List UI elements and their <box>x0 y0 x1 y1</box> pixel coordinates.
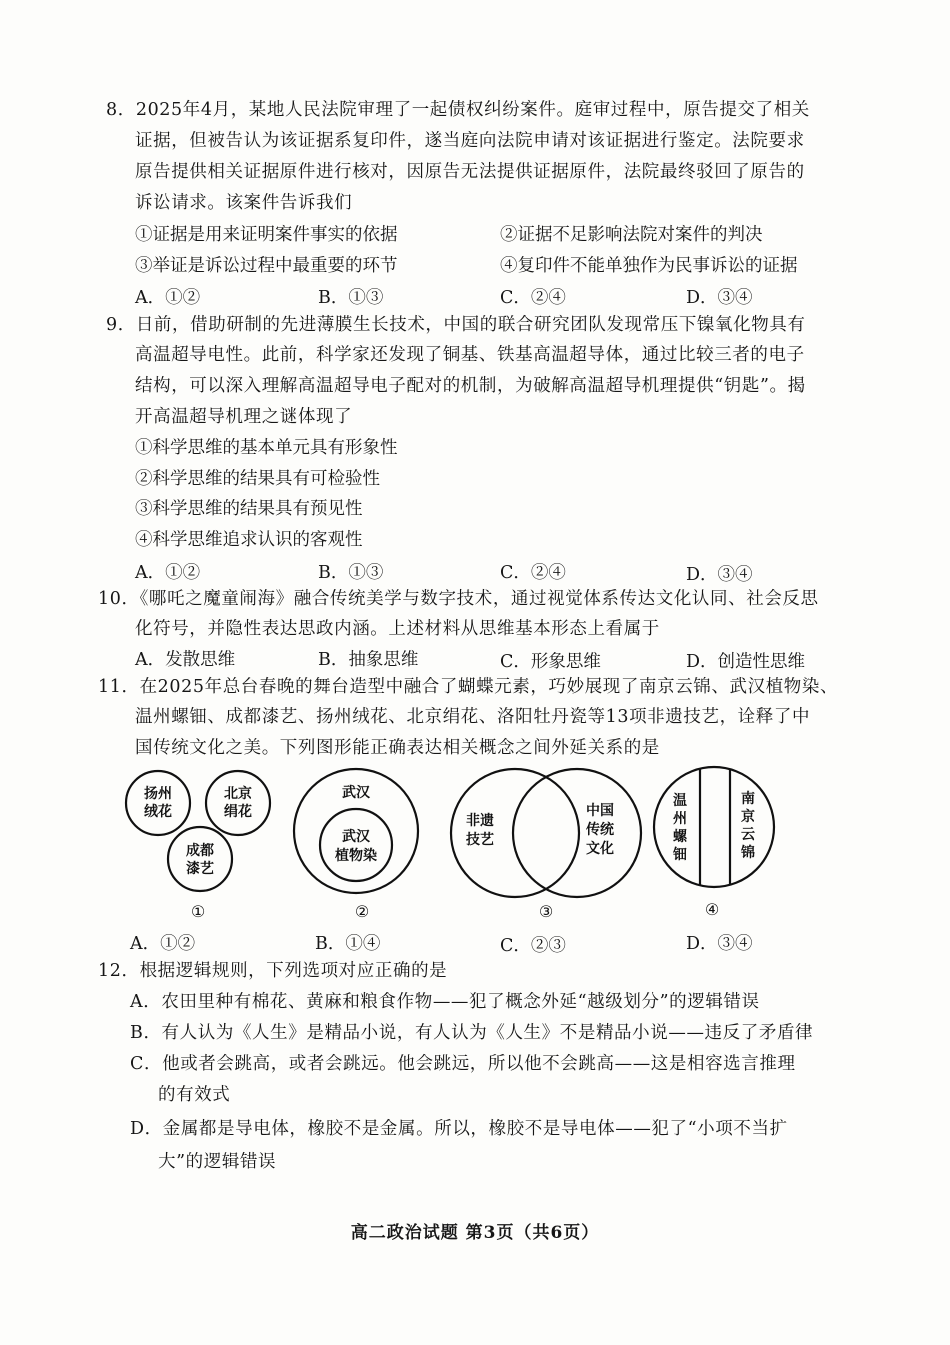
d2-inner-line-2: 植物染 <box>335 848 377 864</box>
q8-option-b[interactable]: B．①③ <box>318 288 384 308</box>
q10-stem-line-2: 化符号，并隐性表达思政内涵。上述材料从思维基本形态上看属于 <box>135 619 660 639</box>
q9-option-b[interactable]: B．①③ <box>318 563 384 583</box>
q12-stem: 12．根据逻辑规则，下列选项对应正确的是 <box>98 961 448 981</box>
d3-label: ③ <box>538 902 554 921</box>
q8-statement-3: ③举证是诉讼过程中最重要的环节 <box>135 256 398 276</box>
d1-b-line-1: 北京 <box>224 786 252 802</box>
d4-right-3: 云 <box>741 827 755 843</box>
venn-diagrams <box>120 765 820 925</box>
q12-option-c-line-1[interactable]: C．他或者会跳高，或者会跳远。他会跳远，所以他不会跳高——这是相容选言推理 <box>130 1054 796 1074</box>
q12-option-a[interactable]: A．农田里种有棉花、黄麻和粮食作物——犯了概念外延“越级划分”的逻辑错误 <box>130 992 760 1012</box>
q12-option-d-line-2: 大”的逻辑错误 <box>158 1152 277 1172</box>
q9-statement-1: ①科学思维的基本单元具有形象性 <box>135 438 398 458</box>
q10-stem-line-1: 10．《哪吒之魔童闹海》融合传统美学与数字技术，通过视觉体系传达文化认同、社会反思 <box>98 589 819 609</box>
page-footer: 高二政治试题 第3页（共6页） <box>350 1223 600 1243</box>
d2-label: ② <box>354 902 370 921</box>
q8-stem-line-3: 原告提供相关证据原件进行核对，因原告无法提供证据原件，法院最终驳回了原告的 <box>135 162 805 182</box>
q10-option-c[interactable]: C．形象思维 <box>500 652 601 672</box>
d2-outer-label: 武汉 <box>342 785 370 801</box>
q9-option-c[interactable]: C．②④ <box>500 563 566 583</box>
q8-option-d[interactable]: D．③④ <box>686 288 753 308</box>
q11-option-a[interactable]: A．①② <box>130 934 196 954</box>
q12-option-b[interactable]: B．有人认为《人生》是精品小说，有人认为《人生》不是精品小说——违反了矛盾律 <box>130 1023 814 1043</box>
d4-right-4: 锦 <box>741 845 755 861</box>
q8-stem-line-1: 8．2025年4月，某地人民法院审理了一起债权纠纷案件。庭审过程中，原告提交了相关 <box>106 100 810 120</box>
q12-option-d-line-1[interactable]: D．金属都是导电体，橡胶不是金属。所以，橡胶不是导电体——犯了“小项不当扩 <box>130 1119 788 1139</box>
diagram-3 <box>451 769 641 921</box>
q11-option-d[interactable]: D．③④ <box>686 934 753 954</box>
q8-option-c[interactable]: C．②④ <box>500 288 566 308</box>
d4-right-2: 京 <box>741 809 755 825</box>
q9-statement-3: ③科学思维的结果具有预见性 <box>135 499 363 519</box>
d4-left-4: 钿 <box>673 847 687 863</box>
d2-inner-line-1: 武汉 <box>342 829 370 845</box>
q9-statement-2: ②科学思维的结果具有可检验性 <box>135 469 380 489</box>
d3-left-line-2: 技艺 <box>466 832 494 848</box>
d1-c-line-2: 漆艺 <box>186 861 214 877</box>
d3-left-line-1: 非遗 <box>466 813 494 829</box>
d3-right-line-3: 文化 <box>586 841 614 857</box>
q8-stem-line-2: 证据，但被告认为该证据系复印件，遂当庭向法院申请对该证据进行鉴定。法院要求 <box>135 131 805 151</box>
q10-option-d[interactable]: D．创造性思维 <box>686 652 806 672</box>
d4-label: ④ <box>704 900 720 919</box>
d4-left-1: 温 <box>673 793 687 809</box>
d1-a-line-2: 绒花 <box>144 804 172 820</box>
d3-right-line-2: 传统 <box>586 822 614 838</box>
q8-statement-4: ④复印件不能单独作为民事诉讼的证据 <box>500 256 798 276</box>
diagram-1 <box>126 771 270 921</box>
q12-option-c-line-2: 的有效式 <box>158 1085 231 1105</box>
q9-stem-line-1: 9．日前，借助研制的先进薄膜生长技术，中国的联合研究团队发现常压下镍氧化物具有 <box>106 315 806 335</box>
diagram-2 <box>294 769 418 921</box>
q9-stem-line-4: 开高温超导机理之谜体现了 <box>135 407 353 427</box>
q11-option-c[interactable]: C．②③ <box>500 936 566 956</box>
q11-stem-line-1: 11．在2025年总台春晚的舞台造型中融合了蝴蝶元素，巧妙展现了南京云锦、武汉植物染、 <box>98 677 839 697</box>
d4-right-1: 南 <box>741 791 755 807</box>
q9-option-d[interactable]: D．③④ <box>686 565 753 585</box>
q9-statement-4: ④科学思维追求认识的客观性 <box>135 530 363 550</box>
d1-a-line-1: 扬州 <box>144 786 172 802</box>
q8-statement-1: ①证据是用来证明案件事实的依据 <box>135 225 398 245</box>
q8-option-a[interactable]: A．①② <box>135 288 201 308</box>
q10-option-b[interactable]: B．抽象思维 <box>318 650 419 670</box>
q9-stem-line-3: 结构，可以深入理解高温超导电子配对的机制，为破解高温超导机理提供“钥匙”。揭 <box>135 376 806 396</box>
q9-option-a[interactable]: A．①② <box>135 563 201 583</box>
q10-option-a[interactable]: A．发散思维 <box>135 650 236 670</box>
d4-left-2: 州 <box>673 811 687 827</box>
q11-stem-line-3: 国传统文化之美。下列图形能正确表达相关概念之间外延关系的是 <box>135 738 660 758</box>
diagram-4 <box>654 767 774 919</box>
q8-stem-line-4: 诉讼请求。该案件告诉我们 <box>135 193 353 213</box>
d3-right-line-1: 中国 <box>586 803 614 819</box>
q8-statement-2: ②证据不足影响法院对案件的判决 <box>500 225 763 245</box>
d1-c-line-1: 成都 <box>186 843 214 859</box>
q11-option-b[interactable]: B．①④ <box>315 934 381 954</box>
q9-stem-line-2: 高温超导电性。此前，科学家还发现了铜基、铁基高温超导体，通过比较三者的电子 <box>135 345 805 365</box>
d1-label: ① <box>190 902 206 921</box>
q11-stem-line-2: 温州螺钿、成都漆艺、扬州绒花、北京绢花、洛阳牡丹瓷等13项非遗技艺，诠释了中 <box>135 707 811 727</box>
d4-left-3: 螺 <box>673 829 687 845</box>
d1-b-line-2: 绢花 <box>224 804 252 820</box>
